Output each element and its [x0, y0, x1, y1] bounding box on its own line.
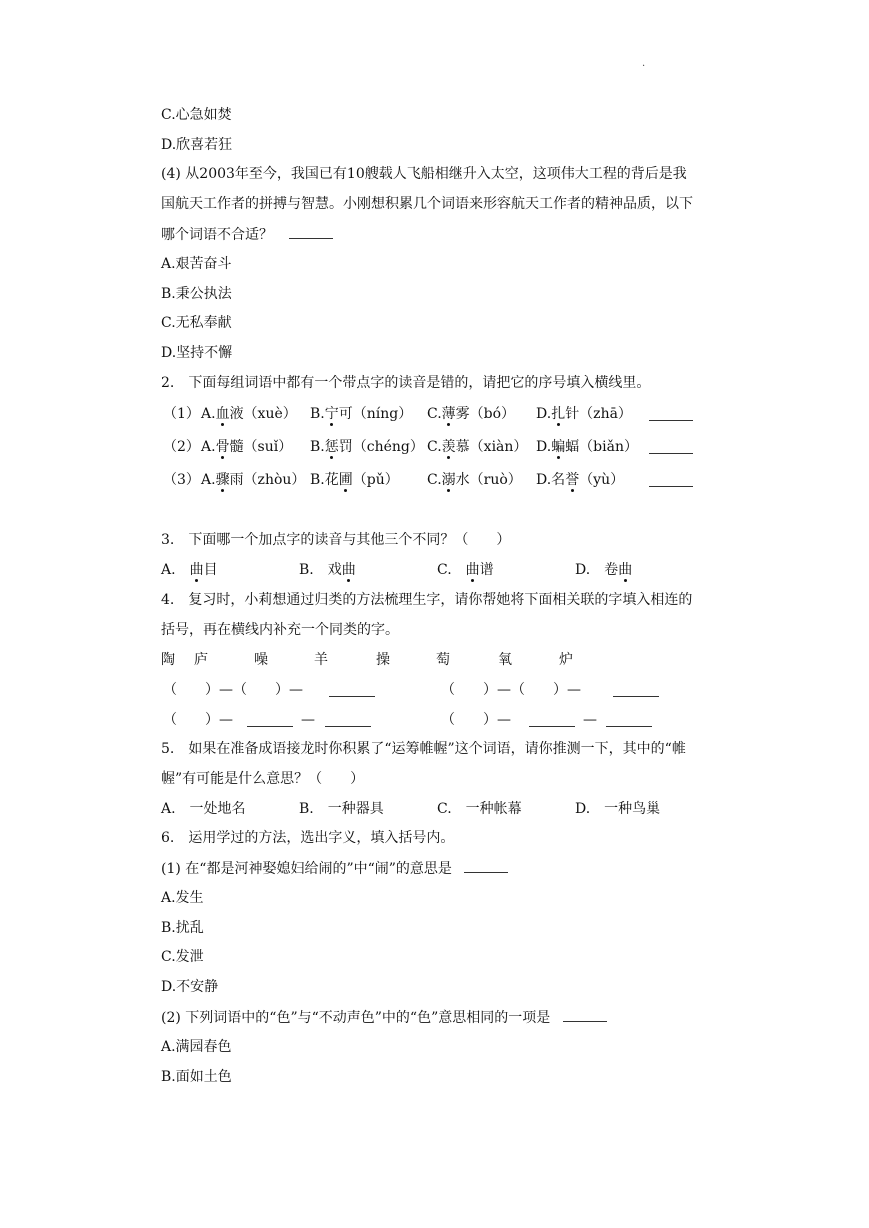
- q4-row-2: [163, 710, 663, 732]
- q4-char: 羊: [314, 652, 328, 668]
- q4-row2-left-blank-2[interactable]: [325, 712, 371, 727]
- q5-stem-line2: 幄”有可能是什么意思？（ ）: [161, 771, 365, 787]
- page-corner-mark: .: [642, 58, 646, 69]
- q3-option-b: B. 戏曲: [299, 562, 356, 578]
- q1-4-stem-line1: (4) 从2003年至今，我国已有10艘载人飞船相继升入太空，这项伟大工程的背后是我: [161, 166, 687, 182]
- q5-options: [161, 799, 681, 821]
- q4-char: 陶: [161, 652, 175, 668]
- q2-row2-option-d: D.蝙蝠（biǎn）: [536, 439, 638, 455]
- q6-1-option-a: A.发生: [161, 890, 204, 906]
- q5-option-b: B. 一种器具: [299, 801, 384, 817]
- q1-4-option-a: A.艰苦奋斗: [161, 256, 232, 272]
- q1-4-stem-line2: 国航天工作者的拼搏与智慧。小刚想积累几个词语来形容航天工作者的精神品质，以下: [161, 196, 693, 212]
- q2-row1-answer-blank[interactable]: [649, 406, 693, 421]
- q2-row-2: [163, 437, 703, 459]
- q6-2-answer-blank[interactable]: [563, 1007, 607, 1022]
- q2-row3-number: （3）: [163, 472, 200, 488]
- q2-row3-option-a: A.骤雨（zhòu）: [201, 472, 306, 488]
- q1-3-option-d: D.欣喜若狂: [161, 137, 233, 153]
- q2-row1-option-b: B.宁可（níng）: [310, 406, 413, 422]
- q6-1-stem-text: (1) 在“都是河神娶媳妇给闹的”中“闹”的意思是: [161, 861, 452, 877]
- q4-row2-right-bracket[interactable]: （ ）—: [441, 712, 511, 728]
- q5-option-a: A. 一处地名: [161, 801, 246, 817]
- q1-4-stem-text: 哪个词语不合适？: [161, 227, 273, 243]
- q2-row3-option-c: C.溺水（ruò）: [427, 472, 522, 488]
- q4-row2-left-blank-1[interactable]: [247, 712, 293, 727]
- q1-4-option-c: C.无私奉献: [161, 315, 232, 331]
- q4-row1-right-blank[interactable]: [613, 682, 659, 697]
- q4-char: 庐: [194, 652, 208, 668]
- q6-stem: 6. 运用学过的方法，选出字义，填入括号内。: [161, 830, 455, 846]
- q3-option-d: D. 卷曲: [575, 562, 633, 578]
- q6-1-option-c: C.发泄: [161, 949, 204, 965]
- q6-1-answer-blank[interactable]: [464, 858, 508, 873]
- q3-stem: 3. 下面哪一个加点字的读音与其他三个不同？（ ）: [161, 532, 511, 548]
- q2-row2-option-c: C.羡慕（xiàn）: [427, 439, 528, 455]
- q2-row1-number: （1）: [163, 406, 200, 422]
- q1-4-stem-line3: [161, 224, 333, 245]
- q2-row1-option-d: D.扎针（zhā）: [536, 406, 632, 422]
- q6-2-stem-text: (2) 下列词语中的“色”与“不动声色”中的“色”意思相同的一项是: [161, 1010, 551, 1026]
- q2-row2-option-b: B.惩罚（chéng）: [310, 439, 424, 455]
- q3-option-c: C. 曲谱: [437, 562, 494, 578]
- q4-char: 炉: [559, 652, 573, 668]
- q1-4-answer-blank[interactable]: [289, 224, 333, 239]
- q3-option-a: A. 曲目: [161, 562, 218, 578]
- q2-row2-answer-blank[interactable]: [649, 439, 693, 454]
- q4-char: 噪: [254, 652, 268, 668]
- q4-row2-right-blank-2[interactable]: [606, 712, 652, 727]
- q2-row3-option-d: D.名誉（yù）: [536, 472, 625, 488]
- q4-stem-line2: 括号，再在横线内补充一个同类的字。: [161, 622, 399, 638]
- q2-row-1: [163, 404, 703, 426]
- q6-2-option-a: A.满园春色: [161, 1039, 232, 1055]
- q4-stem-line1: 4. 复习时，小莉想通过归类的方法梳理生字，请你帮她将下面相关联的字填入相连的: [161, 592, 693, 608]
- q4-row-1: [163, 680, 663, 702]
- q2-row1-option-a: A.血液（xuè）: [201, 406, 297, 422]
- q6-1-option-b: B.扰乱: [161, 920, 204, 936]
- q4-row2-right-dash: —: [583, 712, 597, 728]
- q4-row1-left-blank[interactable]: [329, 682, 375, 697]
- q4-row1-right-brackets[interactable]: （ ）—（ ）—: [441, 682, 581, 698]
- q1-4-option-d: D.坚持不懈: [161, 345, 233, 361]
- q2-row3-option-b: B.花圃（pǔ）: [310, 472, 399, 488]
- q1-3-option-c: C.心急如焚: [161, 107, 232, 123]
- q1-4-option-b: B.秉公执法: [161, 286, 232, 302]
- q4-row2-right-blank-1[interactable]: [529, 712, 575, 727]
- q5-option-c: C. 一种帐幕: [437, 801, 522, 817]
- q6-1-stem: [161, 858, 508, 879]
- q4-row2-left-bracket[interactable]: （ ）—: [163, 712, 233, 728]
- q2-row2-option-a: A.骨髓（suǐ）: [201, 439, 293, 455]
- q4-char: 操: [376, 652, 390, 668]
- q3-options: [161, 560, 661, 582]
- q4-row1-left-brackets[interactable]: （ ）—（ ）—: [163, 682, 303, 698]
- q6-1-option-d: D.不安静: [161, 979, 219, 995]
- q4-char: 萄: [436, 652, 450, 668]
- q2-row-3: [163, 470, 703, 492]
- q2-row3-answer-blank[interactable]: [649, 472, 693, 487]
- q5-option-d: D. 一种鸟巢: [575, 801, 661, 817]
- q6-2-option-b: B.面如土色: [161, 1069, 232, 1085]
- q2-row1-option-c: C.薄雾（bó）: [427, 406, 516, 422]
- q4-character-list: [161, 650, 641, 672]
- q4-row2-left-dash: —: [301, 712, 315, 728]
- q2-stem: 2. 下面每组词语中都有一个带点字的读音是错的，请把它的序号填入横线里。: [161, 375, 651, 391]
- q5-stem-line1: 5. 如果在准备成语接龙时你积累了“运筹帷幄”这个词语，请你推测一下，其中的“帷: [161, 741, 686, 757]
- q2-row2-number: （2）: [163, 439, 200, 455]
- q6-2-stem: [161, 1007, 607, 1028]
- q4-char: 氧: [498, 652, 512, 668]
